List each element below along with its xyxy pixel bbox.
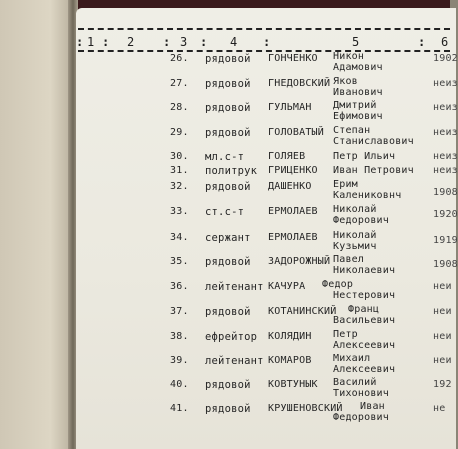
military-rank: рядовой: [205, 78, 251, 90]
row-number: 41.: [170, 403, 189, 414]
birth-year: неиз: [433, 102, 458, 113]
patronymic: Станиславович: [333, 136, 414, 147]
row-number: 37.: [170, 306, 189, 317]
column-header: 3: [180, 35, 188, 49]
patronymic: Кузьмич: [333, 241, 377, 252]
military-rank: лейтенант: [205, 355, 264, 367]
given-name: Петр: [333, 329, 358, 340]
surname: КОЛЯДИН: [268, 331, 312, 342]
military-rank: рядовой: [205, 306, 251, 318]
military-rank: рядовой: [205, 379, 251, 391]
column-separator: :: [76, 35, 84, 49]
patronymic: Федорович: [333, 412, 389, 423]
military-rank: рядовой: [205, 102, 251, 114]
birth-year: неиз: [433, 78, 458, 89]
military-rank: рядовой: [205, 53, 251, 65]
surname: ЕРМОЛАЕВ: [268, 206, 318, 217]
row-number: 35.: [170, 256, 189, 267]
military-rank: рядовой: [205, 181, 251, 193]
table-row: [0, 403, 450, 427]
row-number: 36.: [170, 281, 189, 292]
surname: ДАШЕНКО: [268, 181, 312, 192]
military-rank: рядовой: [205, 256, 251, 268]
row-number: 27.: [170, 78, 189, 89]
birth-year: 1920: [433, 209, 458, 220]
military-rank: мл.с-т: [205, 151, 245, 163]
row-number: 28.: [170, 102, 189, 113]
row-number: 32.: [170, 181, 189, 192]
patronymic: Алексеевич: [333, 340, 396, 351]
military-rank: рядовой: [205, 403, 251, 415]
given-name: Франц: [348, 304, 380, 315]
column-header: 5: [352, 35, 360, 49]
given-name: Николай: [333, 230, 377, 241]
surname: КРУШЕНОВСКИЙ: [268, 403, 343, 414]
birth-year: 1919: [433, 235, 458, 246]
surname: ЕРМОЛАЕВ: [268, 232, 318, 243]
given-name: Степан: [333, 125, 371, 136]
given-name: Ерим: [333, 179, 358, 190]
row-number: 40.: [170, 379, 189, 390]
table-row: [0, 51, 458, 77]
birth-year: 192: [433, 379, 452, 390]
surname: ГНЕДОВСКИЙ: [268, 78, 331, 89]
birth-year: неи: [433, 355, 452, 366]
birth-year: неи: [433, 281, 452, 292]
birth-year: 1908: [433, 187, 458, 198]
military-rank: рядовой: [205, 127, 251, 139]
surname: КОТАНИНСКИЙ: [268, 306, 337, 317]
military-rank: лейтенант: [205, 281, 264, 293]
table-row: [0, 125, 458, 151]
patronymic: Тихонович: [333, 388, 389, 399]
patronymic: Николаевич: [333, 265, 396, 276]
table-row: [0, 355, 450, 379]
birth-year: неиз: [433, 165, 458, 176]
birth-year: неи: [433, 306, 452, 317]
patronymic: Ефимович: [333, 111, 383, 122]
column-header: 4: [230, 35, 238, 49]
patronymic: Калениковнч: [333, 190, 402, 201]
table-row: [0, 100, 458, 126]
surname: ГОНЧЕНКО: [268, 53, 318, 64]
column-separator: :: [102, 35, 110, 49]
birth-year: не: [433, 403, 446, 414]
column-separator: :: [200, 35, 208, 49]
table-row: [0, 179, 458, 205]
birth-year: неи: [433, 331, 452, 342]
given-name: Яков: [333, 76, 358, 87]
given-name: Василий: [333, 377, 377, 388]
surname: ГУЛЬМАН: [268, 102, 312, 113]
row-number: 31.: [170, 165, 189, 176]
military-rank: политрук: [205, 165, 258, 177]
military-rank: сержант: [205, 232, 251, 244]
table-row: [0, 379, 450, 403]
table-row: [0, 331, 450, 355]
header-bottom-rule: [78, 50, 450, 52]
column-separator: :: [263, 35, 271, 49]
column-separator: :: [163, 35, 171, 49]
given-name: Иван: [360, 401, 385, 412]
given-name: Иван Петрович: [333, 165, 414, 176]
surname: ЗАДОРОЖНЫЙ: [268, 256, 331, 267]
surname: ГОЛОВАТЫЙ: [268, 127, 324, 138]
given-name: Никон: [333, 51, 365, 62]
birth-year: 1902: [433, 53, 458, 64]
table-row: [0, 204, 458, 230]
table-row: [0, 306, 450, 330]
table-row: [0, 281, 450, 305]
birth-year: 1908: [433, 259, 458, 270]
row-number: 30.: [170, 151, 189, 162]
given-name: Михаил: [333, 353, 371, 364]
surname: КОВТУНЫК: [268, 379, 318, 390]
row-number: 33.: [170, 206, 189, 217]
surname: КАЧУРА: [268, 281, 306, 292]
header-top-rule: [78, 28, 450, 30]
patronymic: Иванович: [333, 87, 383, 98]
given-name: Федор: [322, 279, 354, 290]
row-number: 34.: [170, 232, 189, 243]
row-number: 38.: [170, 331, 189, 342]
row-number: 26.: [170, 53, 189, 64]
military-rank: ст.с-т: [205, 206, 245, 218]
patronymic: Васильевич: [333, 315, 396, 326]
given-name: Дмитрий: [333, 100, 377, 111]
column-header: 2: [127, 35, 135, 49]
given-name: Петр Ильич: [333, 151, 396, 162]
surname: ГОЛЯЕВ: [268, 151, 306, 162]
row-number: 39.: [170, 355, 189, 366]
row-number: 29.: [170, 127, 189, 138]
military-rank: ефрейтор: [205, 331, 258, 343]
surname: ГРИЦЕНКО: [268, 165, 318, 176]
patronymic: Федорович: [333, 215, 389, 226]
table-row: [0, 254, 458, 280]
column-header: 6: [441, 35, 449, 49]
table-row: [0, 230, 458, 256]
patronymic: Адамович: [333, 62, 383, 73]
birth-year: неиз: [433, 127, 458, 138]
patronymic: Алексеевич: [333, 364, 396, 375]
given-name: Павел: [333, 254, 365, 265]
patronymic: Нестерович: [333, 290, 396, 301]
column-separator: :: [418, 35, 426, 49]
birth-year: неиз: [433, 151, 458, 162]
table-row: [0, 76, 458, 102]
column-header: 1: [87, 35, 95, 49]
surname: КОМАРОВ: [268, 355, 312, 366]
given-name: Николай: [333, 204, 377, 215]
